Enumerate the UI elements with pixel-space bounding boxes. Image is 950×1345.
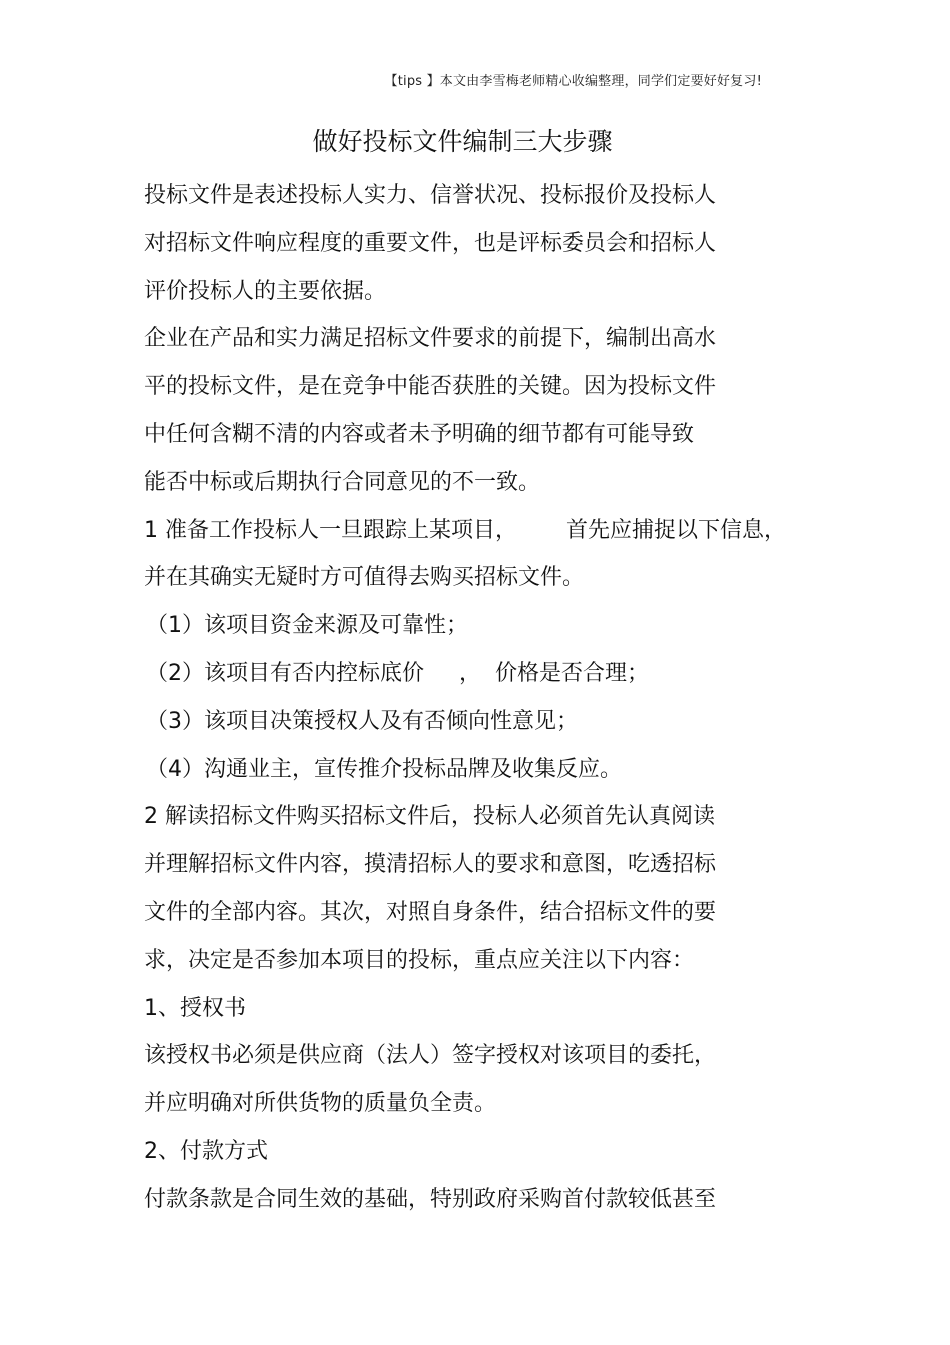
paragraph-line: 并理解招标文件内容，摸清招标人的要求和意图，吃透招标: [144, 852, 717, 878]
paragraph-line: 该授权书必须是供应商（法人）签字授权对该项目的委托，: [144, 1043, 717, 1069]
paragraph-line: 能否中标或后期执行合同意见的不一致。: [144, 469, 541, 495]
paragraph-line: 对招标文件响应程度的重要文件，也是评标委员会和招标人: [144, 230, 717, 256]
subheading-line: 1、授权书: [144, 995, 246, 1021]
header-tips: 【tips 】本文由李雪梅老师精心收编整理，同学们定要好好复习!: [384, 74, 762, 89]
section-heading-line: 2 解读招标文件购买招标文件后，投标人必须首先认真阅读: [144, 804, 715, 830]
paragraph-line: 并在其确实无疑时方可值得去购买招标文件。: [144, 565, 585, 591]
paragraph-line: 付款条款是合同生效的基础，特别政府采购首付款较低甚至: [144, 1186, 717, 1212]
document-title: 做好投标文件编制三大步骤: [312, 127, 613, 156]
section-heading-line: 1 准备工作投标人一旦跟踪上某项目， 首先应捕捉以下信息，: [144, 517, 786, 543]
paragraph-line: 企业在产品和实力满足招标文件要求的前提下，编制出高水: [144, 326, 717, 352]
paragraph-line: 求，决定是否参加本项目的投标，重点应关注以下内容：: [144, 947, 695, 973]
paragraph-line: 并应明确对所供货物的质量负全责。: [144, 1091, 497, 1117]
paragraph-line: 评价投标人的主要依据。: [144, 278, 387, 304]
list-item: （2）该项目有否内控标底价 ， 价格是否合理；: [146, 660, 649, 686]
list-item: （1）该项目资金来源及可靠性；: [146, 613, 468, 639]
list-item: （4）沟通业主，宣传推介投标品牌及收集反应。: [146, 756, 622, 782]
subheading-line: 2、付款方式: [144, 1138, 268, 1164]
paragraph-line: 中任何含糊不清的内容或者未予明确的细节都有可能导致: [144, 421, 695, 447]
list-item: （3）该项目决策授权人及有否倾向性意见；: [146, 708, 578, 734]
document-body: [144, 177, 794, 1229]
paragraph-line: 投标文件是表述投标人实力、信誉状况、投标报价及投标人: [144, 183, 717, 208]
paragraph-line: 文件的全部内容。其次，对照自身条件，结合招标文件的要: [144, 899, 717, 925]
paragraph-line: 平的投标文件，是在竞争中能否获胜的关键。因为投标文件: [144, 374, 717, 400]
